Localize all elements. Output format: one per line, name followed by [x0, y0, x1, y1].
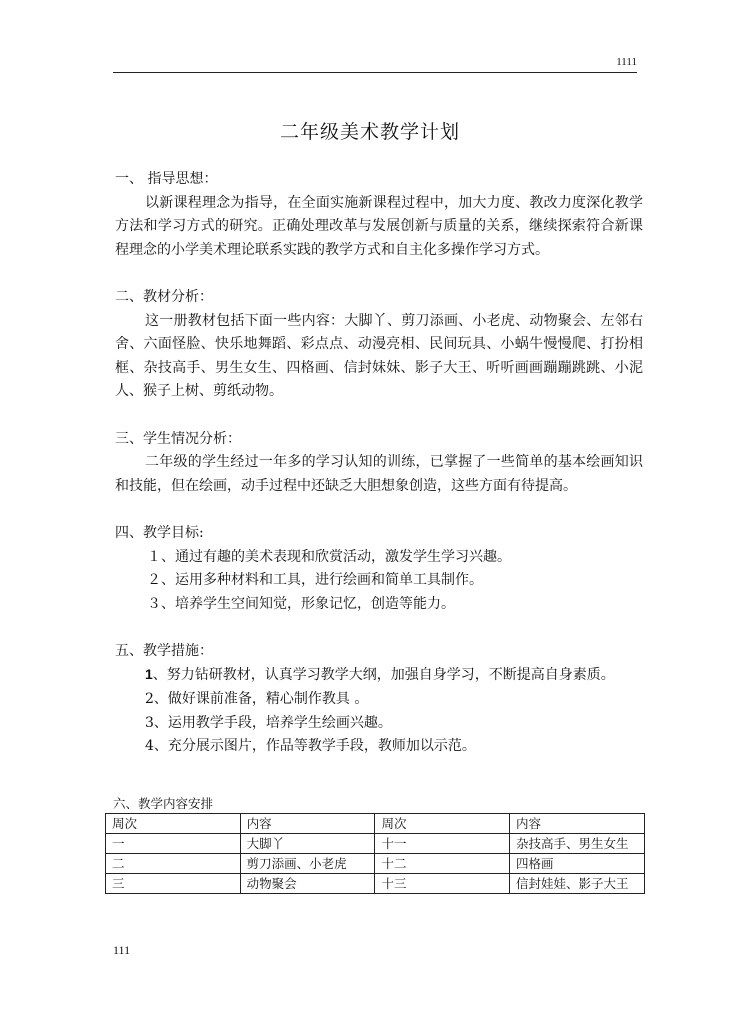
- page-title: 二年级美术教学计划: [279, 121, 460, 143]
- table-header-row: [106, 814, 645, 834]
- schedule-table: [105, 813, 645, 894]
- spacer: [115, 262, 643, 286]
- schedule-caption: 六、教学内容安排: [113, 796, 214, 811]
- header-cell-week: 周次: [375, 814, 510, 834]
- header-page-number: 1111: [616, 56, 637, 68]
- section-text-3: 二年级的学生经过一年多的学习认知的训练，已掌握了一些简单的基本绘画知识和技能，但在绘画，动手过程中还缺乏大胆想象创造，这些方面有待提高。: [115, 454, 643, 494]
- table-row: [106, 854, 645, 874]
- table-row: [106, 834, 645, 854]
- section-heading-3: 三、学生情况分析：: [115, 430, 241, 447]
- spacer: [115, 404, 643, 428]
- goal-item: ２、运用多种材料和工具，进行绘画和简单工具制作。: [147, 572, 483, 589]
- section-text-1: 以新课程理念为指导，在全面实施新课程过程中，加大力度、教改力度深化教学方法和学习方式的研究。正确处理改革与发展创新与质量的关系，继续探索符合新课程理念的小学美术理论联系实践的教学方式和自主化多操作学习方式。: [115, 194, 643, 258]
- goal-item: ３、培养学生空间知觉，形象记忆，创造等能力。: [147, 595, 455, 612]
- spacer: [115, 616, 643, 640]
- measure-item-1-number: 1: [145, 666, 153, 683]
- table-row: [106, 874, 645, 894]
- section-heading-5: 五、教学措施：: [115, 642, 213, 659]
- section-heading-1: 一、 指导思想：: [115, 171, 218, 187]
- measure-item: 2、做好课前准备，精心制作教具 。: [145, 691, 369, 708]
- table-cell: 二: [106, 854, 241, 874]
- spacer: [115, 498, 643, 522]
- table-cell: 杂技高手、男生女生: [510, 834, 645, 854]
- footer-page-number: 111: [113, 943, 131, 957]
- measure-item-1-text: 、努力钻研教材，认真学习教学大纲，加强自身学习，不断提高自身素质。: [152, 667, 615, 684]
- section-text-2: 这一册教材包括下面一些内容：大脚丫、剪刀添画、小老虎、动物聚会、左邻右舍、六面怪脸、快乐地舞蹈、彩点点、动漫亮相、民间玩具、小蜗牛慢慢爬、打扮相框、杂技高手、男生女生、四格画、信封妹妹、影子大王、听听画画蹦蹦跳跳、小泥人、猴子上树、剪纸动物。: [115, 312, 643, 400]
- table-cell: 剪刀添画、小老虎: [240, 854, 375, 874]
- table-cell: 大脚丫: [240, 834, 375, 854]
- header-cell-content: 内容: [240, 814, 375, 834]
- section-heading-2: 二、教材分析：: [115, 288, 213, 305]
- goal-item: １、通过有趣的美术表现和欣赏活动，激发学生学习兴趣。: [147, 548, 511, 565]
- measure-item-1: [115, 663, 643, 688]
- header-rule: [113, 72, 637, 73]
- header-cell-content: 内容: [510, 814, 645, 834]
- table-cell: 十一: [375, 834, 510, 854]
- table-cell: 信封娃娃、影子大王: [510, 874, 645, 894]
- header-cell-week: 周次: [106, 814, 241, 834]
- table-cell: 十三: [375, 874, 510, 894]
- table-cell: 四格画: [510, 854, 645, 874]
- table-cell: 十二: [375, 854, 510, 874]
- document-body: [115, 168, 643, 759]
- table-cell: 一: [106, 834, 241, 854]
- table-cell: 动物聚会: [240, 874, 375, 894]
- table-cell: 三: [106, 874, 241, 894]
- measure-item: 4、充分展示图片，作品等教学手段，教师加以示范。: [145, 738, 476, 755]
- section-heading-4: 四、教学目标:: [115, 524, 204, 541]
- measure-item: 3、运用教学手段，培养学生绘画兴趣。: [145, 714, 392, 731]
